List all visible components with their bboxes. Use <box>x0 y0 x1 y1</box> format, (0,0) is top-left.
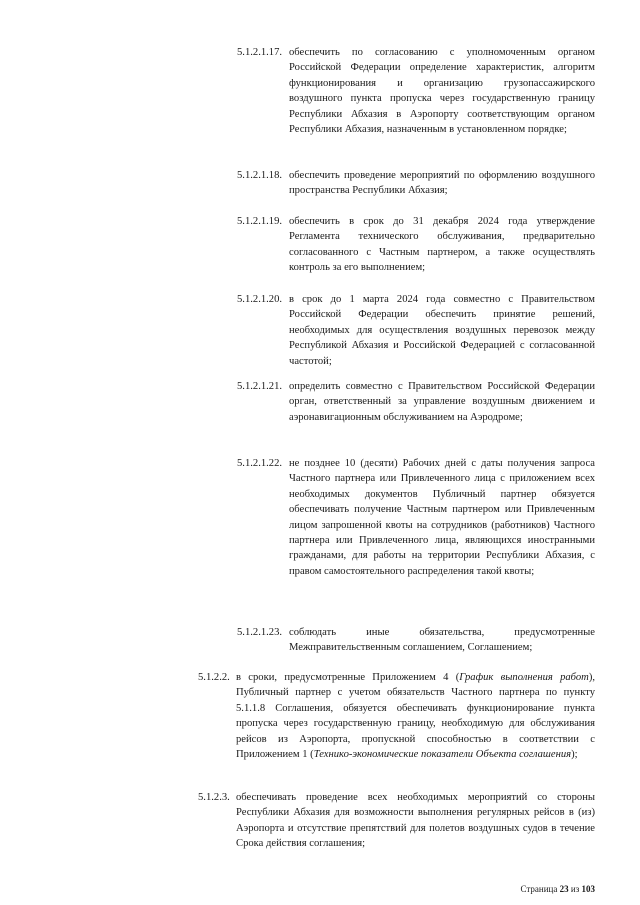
page-label: Страница <box>520 884 558 894</box>
page-footer <box>521 884 596 894</box>
clause-text: обеспечить по согласованию с уполномоченным органом Российской Федерации определение характеристик, алгоритм функционирования и организацию грузопассажирского воздушного пункта пропуска через государственную границу Республики Абхазия в Аэропорту соответствующим органом Республики Абхазия, назначенным в установленном порядке; <box>289 47 595 136</box>
clause-text-part: ), Публичный партнер с учетом обязательств Частного партнера по пункту 5.1.1.8 Соглашения, обязуется обеспечивать функционирование пункта пропуска через государственную границу, необходимую для обслуживания рейсов из Аэропорта, пропускной способностью в соответствии с Приложением 1 ( <box>236 672 596 761</box>
page-separator: из <box>570 884 580 894</box>
clause-text-italic: График выполнения работ <box>459 672 589 683</box>
clause-number: 5.1.2.2. <box>198 672 230 683</box>
clause-text-italic: Технико-экономические показатели Объекта соглашения <box>313 749 572 761</box>
clause-number: 5.1.2.1.20. <box>237 294 283 305</box>
clause-text: не позднее 10 (десяти) Рабочих дней с даты получения запроса Частного партнера или Привлеченного лица с приложением всех необходимых документов Публичный партнер обязуется обеспечивать получение Частным партнером или Привлеченным лицом запрошенной квоты на сотрудников (работников) Частного партнера или Привлеченного лица, являющихся иностранными гражданами, для работы на территории Республики Абхазия, с правом самостоятельного распределения такой квоты; <box>289 458 595 577</box>
clause-text-part: в сроки, предусмотренные Приложением 4 ( <box>236 672 460 683</box>
clause-text: соблюдать иные обязательства, предусмотренные Межправительственным соглашением, Соглашением; <box>289 627 595 654</box>
clause-number: 5.1.2.1.23. <box>237 627 283 638</box>
clause-text: обеспечить в срок до 31 декабря 2024 года утверждение Регламента технического обслуживания, предварительно согласованного с Частным партнером, а также осуществлять контроль за его выполнением; <box>289 216 595 274</box>
clause-number: 5.1.2.1.17. <box>237 47 283 58</box>
clause-number: 5.1.2.3. <box>198 792 230 803</box>
clause-text: определить совместно с Правительством Российской Федерации орган, ответственный за управление воздушным движением и аэронавигационным обслуживанием на Аэродроме; <box>289 381 595 423</box>
page-number: 23 <box>559 884 569 894</box>
clause-number: 5.1.2.1.21. <box>237 381 283 392</box>
page-total: 103 <box>581 884 595 894</box>
clause-text: в срок до 1 марта 2024 года совместно с Правительством Российской Федерации обеспечить принятие решений, необходимых для осуществления воздушных перевозок между Республикой Абхазия и Российской Федерацией с согласованной частотой; <box>289 294 595 367</box>
clause-number: 5.1.2.1.18. <box>237 170 283 181</box>
clause-text: обеспечить проведение мероприятий по оформлению воздушного пространства Республики Абхазия; <box>289 170 595 197</box>
clause-text: обеспечивать проведение всех необходимых мероприятий со стороны Республики Абхазия для возможности выполнения регулярных рейсов в (из) Аэропорта и отсутствие препятствий для полетов воздушных судов в течение Срока действия соглашения; <box>236 792 595 850</box>
clause-number: 5.1.2.1.19. <box>237 216 283 227</box>
clause-number: 5.1.2.1.22. <box>237 458 283 469</box>
clause-text-part: ); <box>571 749 578 761</box>
clause-text <box>236 670 595 762</box>
